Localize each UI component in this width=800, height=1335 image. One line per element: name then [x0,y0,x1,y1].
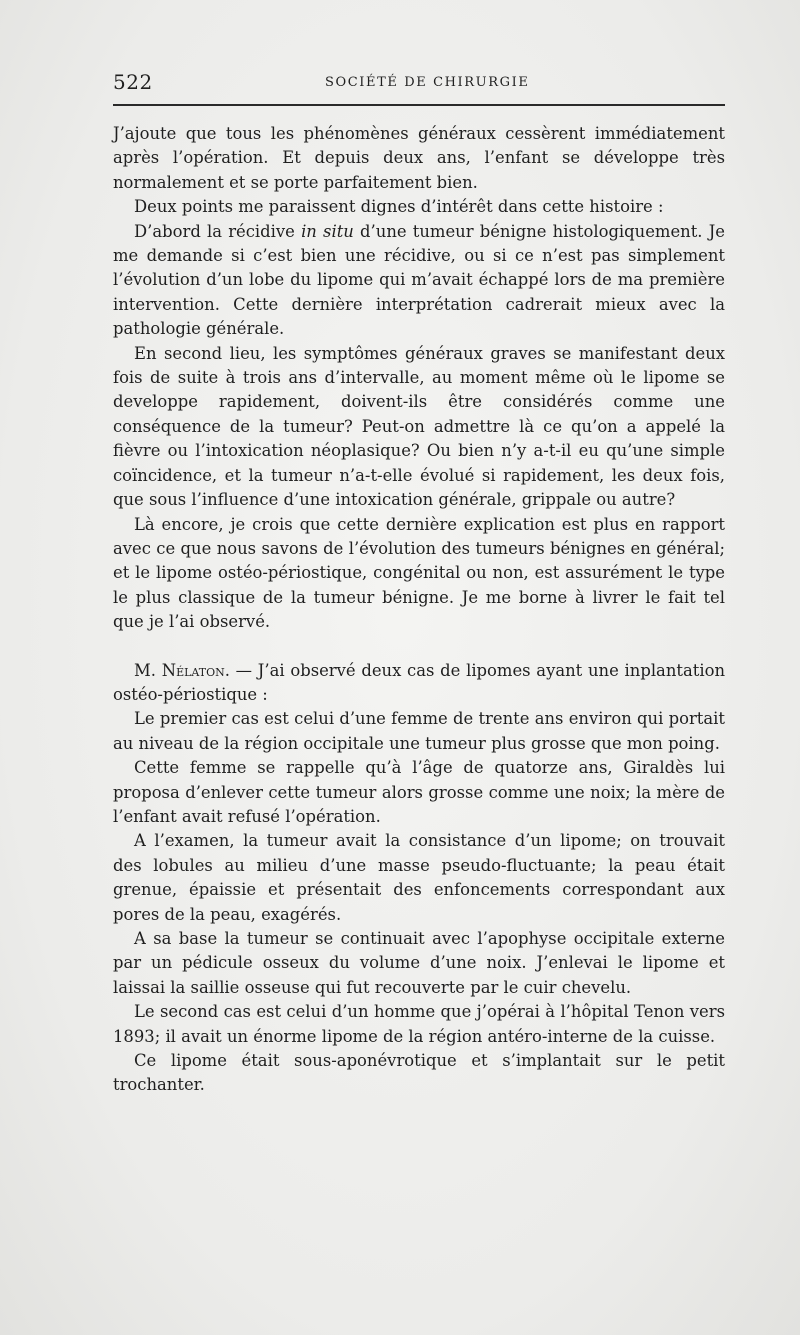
paragraph: Cette femme se rappelle qu’à l’âge de quatorze ans, Giraldès lui proposa d’enlever cette tumeur alors grosse comme une noix; la mère de l’enfant avait refusé l’opération. [113,758,725,826]
body-text [113,122,725,1098]
paragraph-text: . — J’ai observé deux cas de lipomes ayant une inplantation ostéo-périostique : [113,660,726,704]
paragraph-text: D’abord la récidive [134,221,302,241]
paragraph: Deux points me paraissent dignes d’intérêt dans cette histoire : [134,197,664,217]
paragraph: En second lieu, les symptômes généraux graves se manifestant deux fois de suite à trois ans d’intervalle, au moment même où le lipome se developpe rapidement, doivent-ils être considérés comme une conséquence de la tumeur? Peut-on admettre là ce qu’on a appelé la fièvre ou l’intoxication néoplasique? Ou bien n’y a-t-il eu qu’une simple coïncidence, et la tumeur n’a-t-elle évolué si rapidement, les deux fois, que sous l’influence d’une intoxication générale, grippale ou autre? [113,343,725,510]
running-title: SOCIÉTÉ DE CHIRURGIE [325,75,530,90]
latin-phrase: in situ [301,221,354,241]
paragraph: Le premier cas est celui d’une femme de trente ans environ qui portait au niveau de la région occipitale une tumeur plus grosse que mon poing. [113,709,725,753]
paragraph: J’ajoute que tous les phénomènes généraux cessèrent immédiatement après l’opération. Et depuis deux ans, l’enfant se développe très normalement et se porte parfaitement bien. [113,124,725,192]
paragraph: Ce lipome était sous-aponévrotique et s’implantait sur le petit trochanter. [113,1051,725,1095]
paragraph: Là encore, je crois que cette dernière explication est plus en rapport avec ce que nous savons de l’évolution des tumeurs bénignes en général; et le lipome ostéo-périostique, congénital ou non, est assurément le type le plus classique de la tumeur bénigne. Je me borne à livrer le fait tel que je l’ai observé. [113,514,725,632]
speaker-name: Nélaton [161,660,225,680]
speaker-prefix: M. [134,660,162,680]
paragraph: A sa base la tumeur se continuait avec l’apophyse occipitale externe par un pédicule osseux du volume d’une noix. J’enlevai le lipome et laissai la saillie osseuse qui fut recouverte par le cuir chevelu. [113,929,725,997]
paragraph: Le second cas est celui d’un homme que j’opérai à l’hôpital Tenon vers 1893; il avait un énorme lipome de la région antéro-interne de la cuisse. [113,1002,725,1046]
page-header [113,70,725,96]
paragraph-text: d’une tumeur bénigne histologiquement. Je me demande si c’est bien une récidive, ou si ce n’est pas simplement l’évolution d’un lobe du lipome qui m’avait échappé lors de ma première intervention. Cette dernière interprétation cadrerait mieux avec la pathologie générale. [113,221,725,339]
speaker-paragraph [113,659,725,708]
page-number: 522 [113,70,153,94]
paragraph [113,220,725,342]
paragraph: A l’examen, la tumeur avait la consistance d’un lipome; on trouvait des lobules au milieu d’une masse pseudo-fluctuante; la peau était grenue, épaissie et présentait des enfoncements correspondant aux pores de la peau, exagérés. [113,831,725,924]
header-rule [113,104,725,106]
